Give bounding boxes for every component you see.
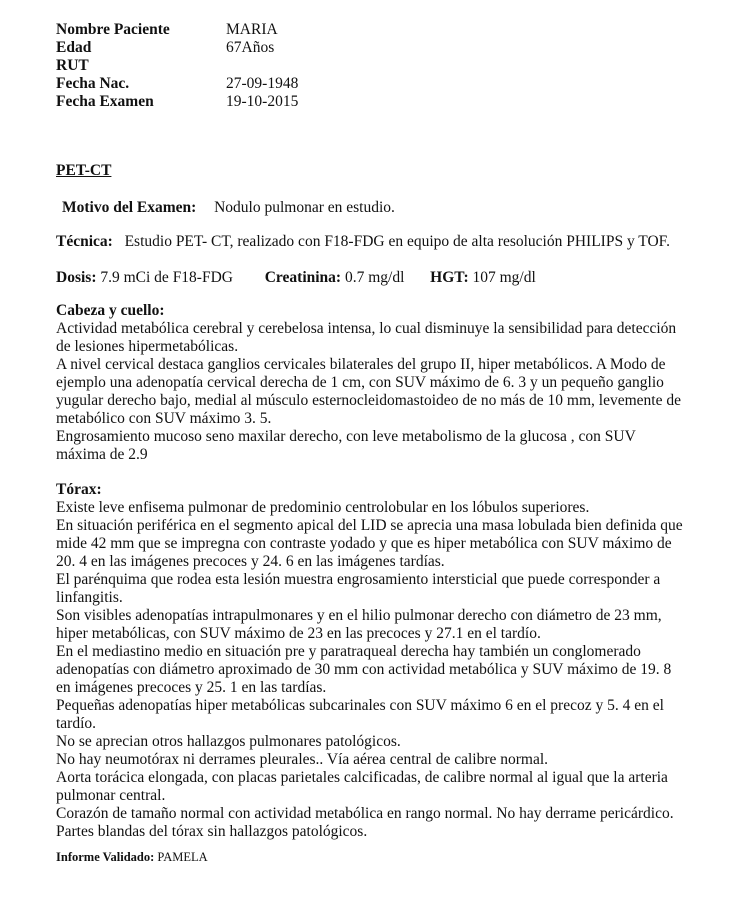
exam-title: PET-CT bbox=[56, 162, 112, 179]
torax-line: Aorta torácica elongada, con placas parietales calcificadas, de calibre normal al igual que la arteria bbox=[56, 769, 668, 786]
cabeza-line: yugular derecho bajo, medial al músculo esternocleidomastoideo de no más de 10 mm, levemente de bbox=[56, 392, 681, 409]
validated-by-value: PAMELA bbox=[157, 850, 208, 864]
cabeza-line: ejemplo una adenopatía cervical derecha de 1 cm, con SUV máximo de 6. 3 y un pequeño ganglio bbox=[56, 374, 664, 391]
torax-title: Tórax: bbox=[56, 481, 102, 498]
cabeza-line: A nivel cervical destaca ganglios cervicales bilaterales del grupo II, hiper metabólicos. A Modo de bbox=[56, 356, 666, 373]
torax-line: adenopatías con diámetro aproximado de 30 mm con actividad metabólica y SUV máximo de 19. 8 bbox=[56, 661, 672, 678]
torax-section bbox=[56, 481, 716, 841]
torax-line: tardío. bbox=[56, 715, 97, 732]
validated-label: Informe Validado: bbox=[56, 850, 155, 864]
torax-line: Pequeñas adenopatías hiper metabólicas subcarinales con SUV máximo 6 en el precoz y 5. 4 en el bbox=[56, 697, 664, 714]
torax-line: No hay neumotórax ni derrames pleurales.. Vía aérea central de calibre normal. bbox=[56, 751, 549, 768]
torax-line: Son visibles adenopatías intrapulmonares y en el hilio pulmonar derecho con diámetro de 23 mm, bbox=[56, 607, 662, 624]
torax-line: El parénquima que rodea esta lesión muestra engrosamiento intersticial que puede corresponder a bbox=[56, 571, 661, 588]
patient-age-value: 67Años bbox=[226, 39, 275, 56]
patient-rut-label: RUT bbox=[56, 57, 89, 74]
torax-line: hiper metabólicas, con SUV máximo de 23 en las precoces y 27.1 en el tardío. bbox=[56, 625, 541, 642]
hgt-value: 107 mg/dl bbox=[472, 269, 536, 286]
creatinina-value: 0.7 mg/dl bbox=[344, 269, 405, 286]
torax-line: pulmonar central. bbox=[56, 787, 166, 804]
cabeza-cuello-title: Cabeza y cuello: bbox=[56, 302, 165, 319]
dosis-value: 7.9 mCi de F18-FDG bbox=[100, 269, 233, 286]
torax-line: en imágenes precoces y 25. 1 en las tardías. bbox=[56, 679, 327, 696]
motivo-value: Nodulo pulmonar en estudio. bbox=[214, 199, 395, 216]
tecnica-line bbox=[56, 233, 670, 251]
patient-rut-row bbox=[56, 57, 298, 75]
torax-line: No se aprecian otros hallazgos pulmonares patológicos. bbox=[56, 733, 401, 750]
dosis-line bbox=[56, 269, 536, 287]
cabeza-line: metabólico con SUV máximo 3. 5. bbox=[56, 410, 272, 427]
hgt-label: HGT: bbox=[430, 269, 469, 286]
birth-date-value: 27-09-1948 bbox=[226, 75, 299, 92]
cabeza-line: de lesiones hipermetabólicas. bbox=[56, 338, 239, 355]
torax-line: Corazón de tamaño normal con actividad metabólica en rango normal. No hay derrame pericárdico. bbox=[56, 805, 674, 822]
patient-name-label: Nombre Paciente bbox=[56, 21, 170, 38]
report-footer bbox=[56, 850, 208, 865]
cabeza-line: máxima de 2.9 bbox=[56, 446, 148, 463]
torax-line: En el mediastino medio en situación pre y paratraqueal derecha hay también un conglomerado bbox=[56, 643, 641, 660]
patient-name-value: MARIA bbox=[226, 21, 278, 38]
cabeza-line: Engrosamiento mucoso seno maxilar derecho, con leve metabolismo de la glucosa , con SUV bbox=[56, 428, 636, 445]
torax-line: mide 42 mm que se impregna con contraste yodado y que es hiper metabólica con SUV máximo de bbox=[56, 535, 672, 552]
cabeza-cuello-section bbox=[56, 302, 716, 464]
creatinina-label: Creatinina: bbox=[264, 269, 342, 286]
dosis-label: Dosis: bbox=[56, 269, 97, 286]
exam-date-row bbox=[56, 93, 298, 111]
patient-header bbox=[56, 21, 298, 111]
birth-date-label: Fecha Nac. bbox=[56, 75, 130, 92]
exam-date-value: 19-10-2015 bbox=[226, 93, 299, 110]
tecnica-label: Técnica: bbox=[56, 233, 113, 250]
torax-line: linfangitis. bbox=[56, 589, 123, 606]
birth-date-row bbox=[56, 75, 298, 93]
patient-age-label: Edad bbox=[56, 39, 92, 56]
tecnica-value: Estudio PET- CT, realizado con F18-FDG en equipo de alta resolución PHILIPS y TOF. bbox=[124, 233, 670, 250]
motivo-label: Motivo del Examen: bbox=[62, 199, 197, 216]
torax-line: Partes blandas del tórax sin hallazgos patológicos. bbox=[56, 823, 368, 840]
patient-age-row bbox=[56, 39, 298, 57]
torax-line: Existe leve enfisema pulmonar de predominio centrolobular en los lóbulos superiores. bbox=[56, 499, 590, 516]
torax-line: En situación periférica en el segmento apical del LID se aprecia una masa lobulada bien definida que bbox=[56, 517, 683, 534]
patient-name-row bbox=[56, 21, 298, 39]
exam-date-label: Fecha Examen bbox=[56, 93, 154, 110]
motivo-line bbox=[62, 199, 395, 217]
torax-line: 20. 4 en las imágenes precoces y 24. 6 en las imágenes tardías. bbox=[56, 553, 445, 570]
cabeza-line: Actividad metabólica cerebral y cerebelosa intensa, lo cual disminuye la sensibilidad para detección bbox=[56, 320, 677, 337]
